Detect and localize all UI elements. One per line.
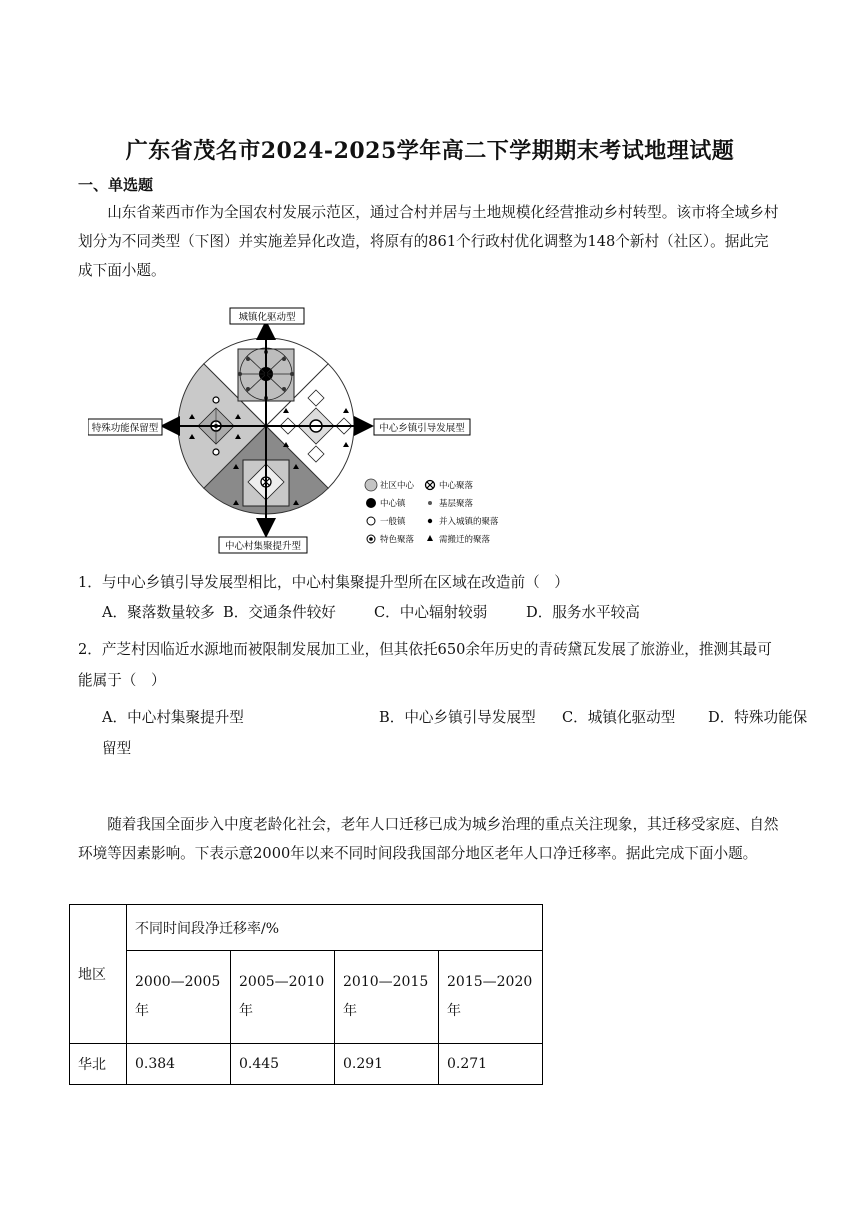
table-header-period: 2005—2010年: [231, 951, 335, 1044]
section-heading: 一、单选题: [78, 176, 154, 194]
legend-label: 中心镇: [380, 499, 406, 509]
village-type-diagram: [88, 304, 528, 556]
legend-central-town-icon: [366, 498, 376, 508]
table-cell-region: 华北: [70, 1044, 127, 1085]
table-header-group: 不同时间段净迁移率/%: [127, 905, 543, 951]
passage-2: 随着我国全面步入中度老龄化社会，老年人口迁移已成为城乡治理的重点关注现象，其迁移受家庭、自然环境等因素影响。下表示意2000年以来不同时间段我国部分地区老年人口净迁移率。据此完成下面小题。: [78, 816, 779, 862]
q2-option-d-wrap: 留型: [102, 740, 132, 757]
table-cell: 0.291: [335, 1044, 439, 1085]
legend-community-center-icon: [365, 479, 377, 491]
q2-option-a[interactable]: A．中心村集聚提升型: [102, 709, 244, 726]
q2-option-b[interactable]: B．中心乡镇引导发展型: [379, 709, 536, 726]
q1-option-a[interactable]: A．聚落数量较多: [102, 604, 215, 621]
q2-option-d[interactable]: D．特殊功能保: [708, 709, 808, 726]
q1-option-c[interactable]: C．中心辐射较弱: [374, 604, 488, 621]
legend-label: 社区中心: [380, 481, 415, 491]
label-top: 城镇化驱动型: [238, 312, 296, 323]
legend-basic-settlement-icon: [428, 501, 432, 505]
table-cell: 0.271: [439, 1044, 543, 1085]
question-1-stem: 1．与中心乡镇引导发展型相比，中心村集聚提升型所在区域在改造前（ ）: [78, 574, 569, 591]
question-2-stem: 2．产芝村因临近水源地而被限制发展加工业，但其依托650余年历史的青砖黛瓦发展了旅游业，推测其最可能属于（ ）: [78, 641, 772, 689]
legend-label: 中心聚落: [439, 481, 474, 491]
label-right: 中心乡镇引导发展型: [379, 423, 465, 434]
legend-label: 基层聚落: [439, 499, 474, 509]
table-header-period: 2010—2015年: [335, 951, 439, 1044]
table-header-period: 2015—2020年: [439, 951, 543, 1044]
table-row: [70, 1044, 543, 1085]
table-header-period: 2000—2005年: [127, 951, 231, 1044]
question-1-options: [102, 601, 640, 622]
label-bottom: 中心村集聚提升型: [224, 541, 302, 552]
label-left: 特殊功能保留型: [91, 423, 159, 434]
legend-label: 一般镇: [380, 517, 406, 527]
legend: [365, 479, 499, 545]
legend-relocation-settlement-icon: [427, 535, 433, 541]
page-title: 广东省茂名市2024-2025学年高二下学期期末考试地理试题: [125, 138, 735, 164]
migration-rate-table: [69, 904, 543, 1085]
table-cell: 0.384: [127, 1044, 231, 1085]
passage-1: 山东省莱西市作为全国农村发展示范区，通过合村并居与土地规模化经营推动乡村转型。该市将全域乡村划分为不同类型（下图）并实施差异化改造，将原有的861个行政村优化调整为148个新村（社区）。据此完成下面小题。: [78, 204, 779, 279]
table-cell: 0.445: [231, 1044, 335, 1085]
legend-general-town-icon: [367, 517, 375, 525]
legend-label: 特色聚落: [380, 535, 415, 545]
q1-option-d[interactable]: D．服务水平较高: [526, 604, 640, 621]
legend-label: 需搬迁的聚落: [439, 535, 491, 545]
q1-option-b[interactable]: B．交通条件较好: [223, 604, 336, 621]
q2-option-c[interactable]: C．城镇化驱动型: [562, 709, 676, 726]
legend-label: 并入城镇的聚落: [439, 517, 499, 527]
legend-merged-settlement-icon: [428, 519, 432, 523]
table-header-region: 地区: [70, 905, 127, 1044]
